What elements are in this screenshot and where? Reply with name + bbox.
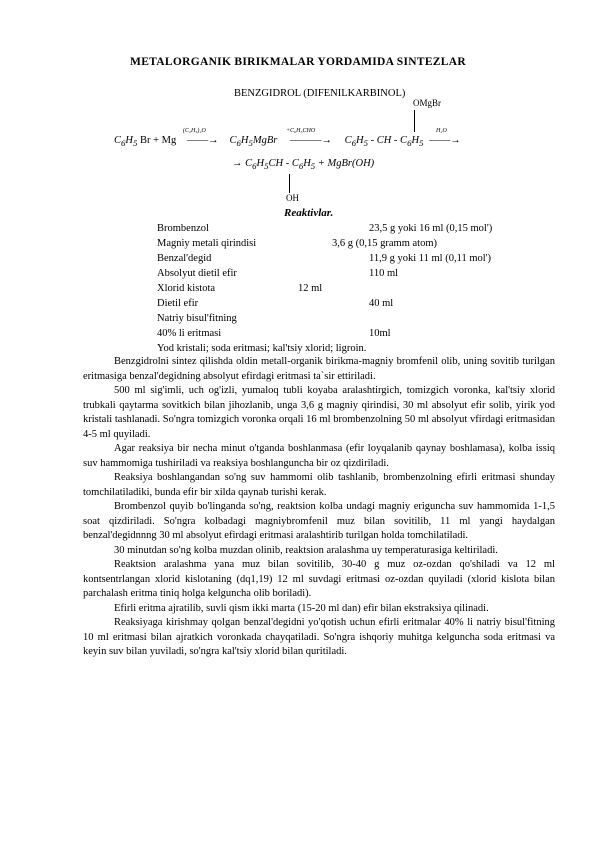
paragraph: Efirli eritma ajratilib, suvli qism ikki marta (15-20 ml dan) efir bilan ekstraksiya qilinadi.	[114, 602, 489, 614]
paragraph: Reaktsion aralashma yana muz bilan sovitilib, 30-40 g muz oz-ozdan qo'shiladi va 12 ml kontsentrlangan xlorid kislotaning (dq1,19) 12 ml suvdagi eritmasi oz-ozdan quyiladi (xlorid kislota bilan parchalash eritma tiniq holga kelguncha olib boriladi).	[83, 559, 555, 599]
omgbr-group: OMgBr	[413, 98, 442, 108]
paragraph: Brombenzol quyib bo'linganda so'ng, reaktsion kolba undagi magniy eriguncha suv hammomida 1-1,5 soat qizdiriladi. So'ngra kolbadagi magniybromfenil muz bilan sovitilib, 11 ml yangi haydalgan benzal'degidnnng 30 ml absolyut efirdagi eritmasi aralashtirib turilgan holda tomchilatiladi.	[83, 501, 555, 541]
reagents-list	[157, 221, 557, 356]
reagents-title: Reaktivlar.	[284, 207, 334, 219]
reagent-row: Xlorid kistota 12 ml	[157, 283, 323, 294]
reaction-arrow-1: (C₂H₅)₂O ——→	[182, 128, 219, 146]
section-subtitle: BENZGIDROL (DIFENILKARBINOL)	[234, 88, 406, 99]
reaction-line-2: → $C_6H_5CH - C_6H_5$ + MgBr(OH)	[232, 158, 375, 172]
reagent-row: Brombenzol 23,5 g yoki 16 ml (0,15 mol')	[157, 223, 493, 234]
bond-line-top	[414, 110, 415, 132]
bond-line-bottom	[289, 174, 290, 193]
paragraph: Reaksiya boshlangandan so'ng suv hammomi olib tashlanib, brombenzolning efirli eritmasi shunday tomchilatiladiki, bunda efir bir xilda qaynab turishi kerak.	[83, 472, 555, 498]
reaction-arrow-2: +C₆H₅CHO ———→	[285, 128, 332, 146]
reagent-row: Benzal'degid 11,9 g yoki 11 ml (0,11 mol')	[157, 253, 492, 264]
paragraph: Benzgidrolni sintez qilishda oldin metall-organik birikma-magniy bromfenil olib, uning sovitib turilgan eritmasiga benzal'degidning absolyut efirdagi eritmasi ta`sir ettiriladi.	[83, 356, 555, 382]
paragraph: 500 ml sig'imli, uch og'izli, yumaloq tubli koyaba aralashtirgich, tomizgich voronka, kal'tsiy xlorid trubkali qaytarma sovitkich bilan jihozlanib, unga 3,6 g magniy qirindisi, 30 ml absolyut efir solib, yirik yod kristali tashlanadi. So'ngra tomizgich voronka orqali 16 ml brombenzolning 50 ml absolyut vfirdagi eritmasidan 4-5 ml quyiladi.	[83, 385, 555, 440]
reaction-line-1: $C_6H_5$ Br + Mg (C₂H₅)₂O ——→ $C_6H_5MgBr$ +C₆H₅CHO ———→ $C_6H_5$ - CH - $C_6H_5$ H₂O ——→	[114, 135, 464, 148]
oh-group: OH	[286, 193, 299, 203]
paragraph: Agar reaksiya bir necha minut o'tganda boshlanmasa (efir loyqalanib qaynay boshlamasa), kolba issiq suv hammomiga tushiriladi va reaksiya boshlanguncha bir oz qizdiriladi.	[83, 443, 555, 469]
paragraph: Reaksiyaga kirishmay qolgan benzal'degidni yo'qotish uchun efirli eritmalar 40% li natriy bisul'fitning 10 ml eritmasi bilan ajratkich voronkada chayqatiladi. So'ngra ishqoriy muhitga kelguncha soda eritmasi va keyin suv bilan yuviladi, so'ngra kal'tsiy xlorid bilan quritiladi.	[83, 617, 555, 657]
page-title: METALORGANIK BIRIKMALAR YORDAMIDA SINTEZLAR	[130, 56, 466, 68]
reagent-row: Natriy bisul'fitning	[157, 313, 237, 324]
paragraph: 30 minutdan so'ng kolba muzdan olinib, reaktsion aralashma uy temperaturasiga keltiriladi.	[114, 544, 498, 556]
reagent-row: 40% li eritmasi 10ml	[157, 328, 391, 339]
procedure-text	[83, 355, 555, 660]
reagent-row: Absolyut dietil efir 110 ml	[157, 268, 399, 279]
reagent-row: Yod kristali; soda eritmasi; kal'tsiy xlorid; ligroin.	[157, 343, 367, 354]
reagent-row: Dietil efir 40 ml	[157, 298, 394, 309]
reagent-row: Magniy metali qirindisi 3,6 g (0,15 gramm atom)	[157, 238, 437, 249]
reaction-arrow-3: H₂O ——→	[429, 128, 461, 146]
